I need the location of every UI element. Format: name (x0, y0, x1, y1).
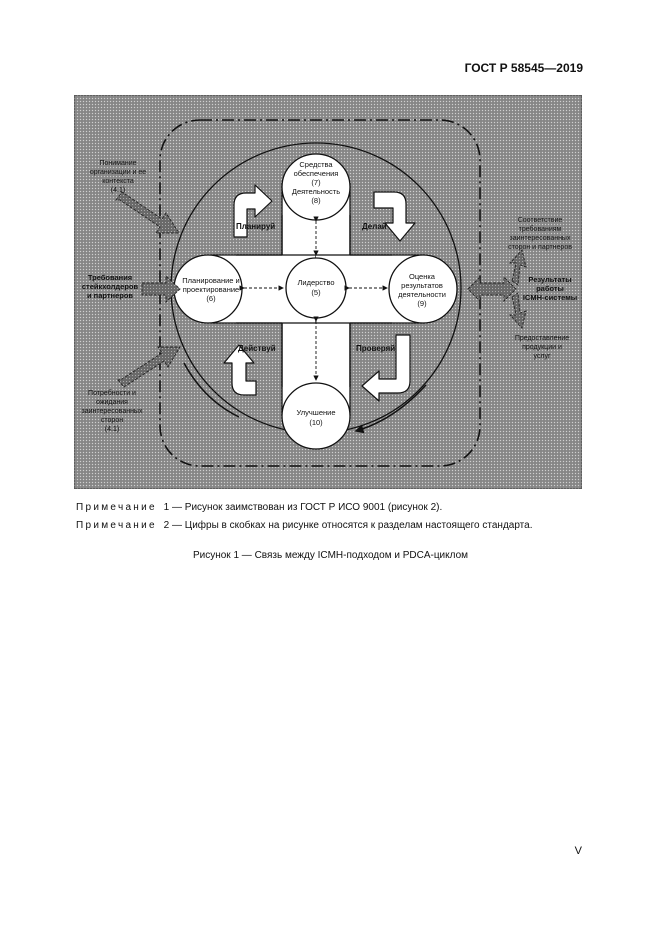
context-2: организации и ее (89, 169, 147, 176)
top-label-1: Средства (299, 160, 333, 169)
note-1 (76, 502, 442, 513)
figure-caption: Рисунок 1 — Связь между ICMH-подходом и PDCA-циклом (192, 550, 469, 561)
left-label-2: проектирование (182, 285, 240, 294)
right-label-2: результатов (401, 281, 443, 290)
left-label-1: Планирование и (182, 276, 240, 285)
center-label: Лидерство (297, 278, 335, 287)
phase-check: Проверяй (356, 344, 396, 353)
products-3: услуг (533, 353, 551, 360)
note-1-label: Примечание (76, 502, 157, 513)
context-1: Понимание (99, 160, 137, 167)
results-3: ICMH-системы (522, 293, 578, 302)
products-1: Предоставление (514, 335, 570, 342)
note-1-text: 1 — Рисунок заимствован из ГОСТ Р ИСО 9001 (рисунок 2). (163, 502, 443, 513)
requirements-1: Требования (87, 273, 133, 282)
bottom-label-1: Улучшение (296, 408, 336, 417)
results-1: Результаты (528, 275, 572, 284)
compliance-2: требованиям (518, 226, 562, 233)
compliance-4: сторон и партнеров (508, 244, 572, 251)
results-2: работы (536, 284, 564, 293)
compliance-1: Соответствие (517, 217, 563, 224)
document-code: ГОСТ Р 58545—2019 (464, 61, 583, 75)
needs-4: сторон (100, 417, 124, 424)
context-3: контекста (102, 178, 134, 185)
top-label-2: обеспечения (293, 169, 339, 178)
icmh-pdca-figure (74, 95, 582, 489)
needs-2: ожидания (96, 399, 128, 406)
products-2: продукции и (522, 344, 562, 351)
right-label-3: деятельности (398, 290, 446, 299)
needs-5: (4.1) (104, 426, 120, 433)
phase-act: Действуй (238, 344, 276, 353)
top-label-5: (8) (311, 196, 321, 205)
center-clause: (5) (311, 288, 321, 297)
requirements-3: и партнеров (86, 291, 134, 300)
compliance-3: заинтересованных (509, 235, 571, 242)
top-label-4: Деятельность (291, 187, 341, 196)
needs-1: Потребности и (88, 390, 136, 397)
needs-3: заинтересованных (81, 408, 143, 415)
phase-do: Делай (362, 222, 387, 231)
phase-plan: Планируй (236, 222, 276, 231)
left-label-3: (6) (206, 294, 216, 303)
bottom-label-2: (10) (309, 418, 323, 427)
right-label-4: (9) (417, 299, 427, 308)
note-2-text: 2 — Цифры в скобках на рисунке относятся к разделам настоящего стандарта. (163, 520, 533, 531)
right-label-1: Оценка (409, 272, 435, 281)
requirements-2: стейкхолдеров (81, 282, 139, 291)
note-2-label: Примечание (76, 520, 157, 531)
page-number: V (574, 845, 582, 857)
top-label-3: (7) (311, 178, 321, 187)
context-4: (4.1) (110, 187, 126, 194)
note-2 (76, 520, 533, 531)
